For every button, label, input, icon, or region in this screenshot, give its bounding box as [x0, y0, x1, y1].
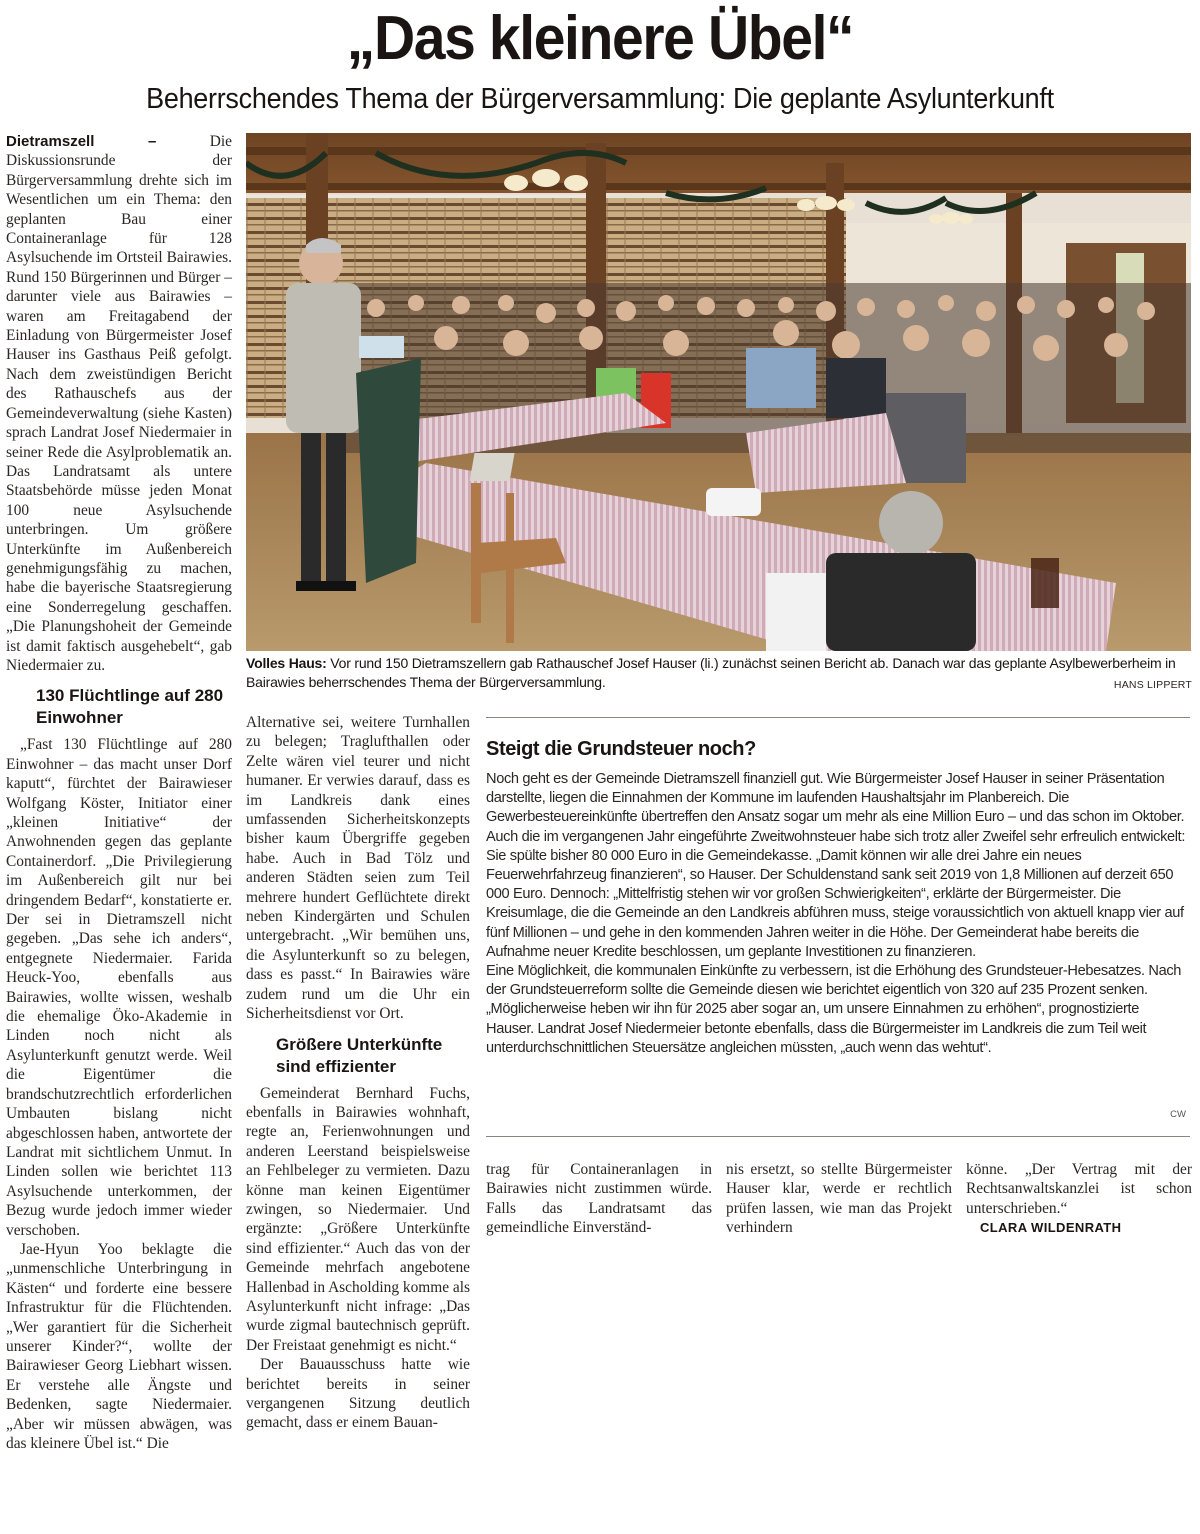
caption-lead: Volles Haus: [246, 655, 327, 671]
article-photo [246, 133, 1191, 651]
caption-text: Vor rund 150 Dietramszellern gab Rathauschef Josef Hauser (li.) zunächst seinen Bericht ab. Danach war das geplante Asylbewerberheim in Bairawies beherrschendes Thema der Bürgerversammlung. [246, 655, 1176, 690]
lead-text: Die Diskussionsrunde der Bürgerversammlung drehte sich im Wesentlichen um ein Thema: den geplanten Bau einer Containeranlage für 128 Asylsuchende im Ortsteil Bairawies. Rund 150 Bürgerinnen und Bürger – darunter viele aus Bairawies – waren am Freitagabend der Einladung von Bürgermeister Josef Hauser ins Gasthaus Peiß gefolgt. Nach dem zweistündigen Bericht des Rathauschefs aus der Gemeindeverwaltung (siehe Kasten) sprach Landrat Josef Niedermaier in seiner Rede die Asylproblematik an. Das Landratsamt als untere Staatsbehörde müsse jeden Monat 100 neue Asylsuchende unterbringen. Um größere Unterkünfte im Außenbereich genehmigungsfähig zu machen, habe die bayerische Staatsregierung eine Sonderregelung geschaffen. „Die Planungshoheit der Gemeinde ist damit faktisch ausgehebelt“, gab Niedermaier zu. [6, 133, 232, 674]
infobox-grundsteuer [486, 717, 1190, 1137]
paragraph: könne. „Der Vertrag mit der Rechtsanwaltskanzlei ist schon unterschrieben.“ [966, 1161, 1192, 1217]
photo-credit: HANS LIPPERT [1113, 679, 1192, 691]
subhead-unterkuenfte: Größere Unterkünfte sind effizienter [276, 1034, 443, 1076]
article-column-5 [966, 1160, 1192, 1238]
infobox-paragraph: Noch geht es der Gemeinde Dietramszell finanziell gut. Wie Bürgermeister Josef Hauser in seiner Präsentation darstellte, liegen die Einnahmen der Kommune im laufenden Haushaltsjahr im Planbereich. Die Gewerbesteuereinkünfte übertreffen den Ansatz sogar um mehr als eine Million Euro – und das schon im Oktober. Auch die im vergangenen Jahr eingeführte Zweitwohnsteuer habe sich trotz aller Zweifel sehr erfreulich entwickelt: Sie spülte bisher 80 000 Euro in die Gemeindekasse. „Damit können wir alle drei Jahre ein neues Feuerwehrfahrzeug finanzieren“, so Hauser. Der Schuldenstand sank seit 2019 von 1,8 Millionen auf derzeit 650 000 Euro. Dennoch: „Mittelfristig stehen wir vor großen Schwierigkeiten“, erklärte der Bürgermeister. Die Kreisumlage, die die Gemeinde an den Landkreis abführen muss, steige voraussichtlich von aktuell knapp vier auf fünf Millionen – und gehe in den kommenden Jahren weiter in die Höhe. Der Gemeinderat habe bereits die Aufnahme neuer Kredite beschlossen, um geplante Investitionen zu finanzieren. [486, 771, 1186, 960]
infobox-credit: CW [1170, 1109, 1186, 1120]
paragraph: Der Bauausschuss hatte wie berichtet bereits in seiner vergangenen Sitzung deutlich gemacht, dass er einem Bauan- [246, 1356, 470, 1432]
paragraph: Jae-Hyun Yoo beklagte die „unmenschliche Unterbringung in Kästen“ und forderte eine bessere Infrastruktur für die Flüchtenden. „Wer garantiert für die Sicherheit unserer Kinder?“, wollte der Bairawieser Georg Liebhart wissen. Er verstehe alle Ängste und Bedenken, sagte Niedermaier. „Aber wir müssen abwägen, was das kleinere Übel ist.“ Die [6, 1240, 232, 1452]
author-byline: CLARA WILDENRATH [980, 1220, 1122, 1236]
subhead-fluechtlinge: 130 Flüchtlinge auf 280 Einwohner [36, 686, 224, 728]
lectern [356, 358, 421, 583]
lead-paragraph [6, 132, 232, 675]
article-column-1 [6, 132, 232, 1453]
article-subheadline: Beherrschendes Thema der Bürgerversammlung: Die geplante Asylunterkunft [146, 83, 1054, 115]
paragraph: trag für Containeranlagen in Bairawies nicht zustimmen würde. Falls das Landratsamt das gemeindliche Einverständ- [486, 1161, 712, 1237]
article-column-4 [726, 1160, 952, 1238]
article-headline: „Das kleinere Übel“ [346, 4, 854, 73]
infobox-title: Steigt die Grundsteuer noch? [486, 738, 756, 760]
dateline: Dietramszell – [6, 133, 157, 150]
paragraph: Alternative sei, weitere Turnhallen zu belegen; Traglufthallen oder Zelte wären viel teurer und nicht humaner. Er verwies darauf, dass es im Landkreis dank eines umfassenden Sicherheitskonzepts bisher kaum Übergriffe gegeben habe. Auch in Bad Tölz und anderen Städten seien zum Teil mehrere hundert Geflüchtete direkt neben Kindergärten und Schulen untergebracht. „Wir bemühen uns, die Asylunterkunft so zu belegen, dass es passt.“ In Bairawies wäre zudem rund um die Uhr ein Sicherheitsdienst vor Ort. [246, 714, 470, 1023]
hall-photo-illustration [246, 133, 1191, 651]
article-column-3 [486, 1160, 712, 1238]
photo-caption [246, 654, 1192, 692]
infobox-paragraph: Eine Möglichkeit, die kommunalen Einkünfte zu verbessern, ist die Erhöhung des Grundsteuer-Hebesatzes. Nach der Grundsteuerreform sollte die Gemeinde diesen wie berichtet eigentlich von 320 auf 235 Prozent senken. „Möglicherweise heben wir ihn für 2025 aber sogar an, um unsere Einnahmen zu erhöhen“, prognostizierte Hauser. Landrat Josef Niedermeier betonte ebenfalls, dass die Bürgermeister im Landkreis die zum Teil weit unterdurchschnittlichen Steuersätze angleichen müssten, „auch wenn das wehtut“. [486, 963, 1182, 1056]
paragraph: Gemeinderat Bernhard Fuchs, ebenfalls in Bairawies wohnhaft, regte an, Ferienwohnungen und anderen Leerstand beispielsweise an Fehlbeleger zu vermieten. Dazu könne man keinen Eigentümer zwingen, so Niedermaier. Und ergänzte: „Größere Unterkünfte sind effizienter.“ Auch das von der Gemeinde mehrfach angebotene Hallenbad in Ascholding komme als Asylunterkunft nicht infrage: „Das wurde zigmal bautechnisch geprüft. Der Freistaat genehmigt es nicht.“ [246, 1084, 470, 1354]
paragraph: „Fast 130 Flüchtlinge auf 280 Einwohner – das macht unser Dorf kaputt“, fürchtet der Bairawieser Wolfgang Köster, Initiator einer „kleinen Initiative“ der Anwohnenden gegen das geplante Containerdorf. „Die Privilegierung im Außenbereich gilt nur bei dringendem Bedarf“, konstatierte er. Der sei in Dietramszell nicht gegeben. „Das sehe ich anders“, entgegnete Niedermaier. Farida Heuck-Yoo, ebenfalls aus Bairawies, wollte wissen, weshalb die ehemalige Öko-Akademie in Linden noch nicht als Asylunterkunft genutzt werde. Weil die Eigentümer die brandschutzrechtlich erforderlichen Umbauten bislang nicht abgeschlossen haben, antwortete der Landrat mit sichtlichem Unmut. In Linden sollen wie berichtet 113 Asylsuchende unterkommen, der Bezug wurde jedoch immer wieder verschoben. [6, 736, 232, 1239]
paragraph: nis ersetzt, so stellte Bürgermeister Hauser klar, werde er rechtlich prüfen lassen, wie man das Projekt verhindern [726, 1161, 952, 1237]
infobox-body [486, 770, 1190, 1058]
article-column-2 [246, 713, 470, 1433]
